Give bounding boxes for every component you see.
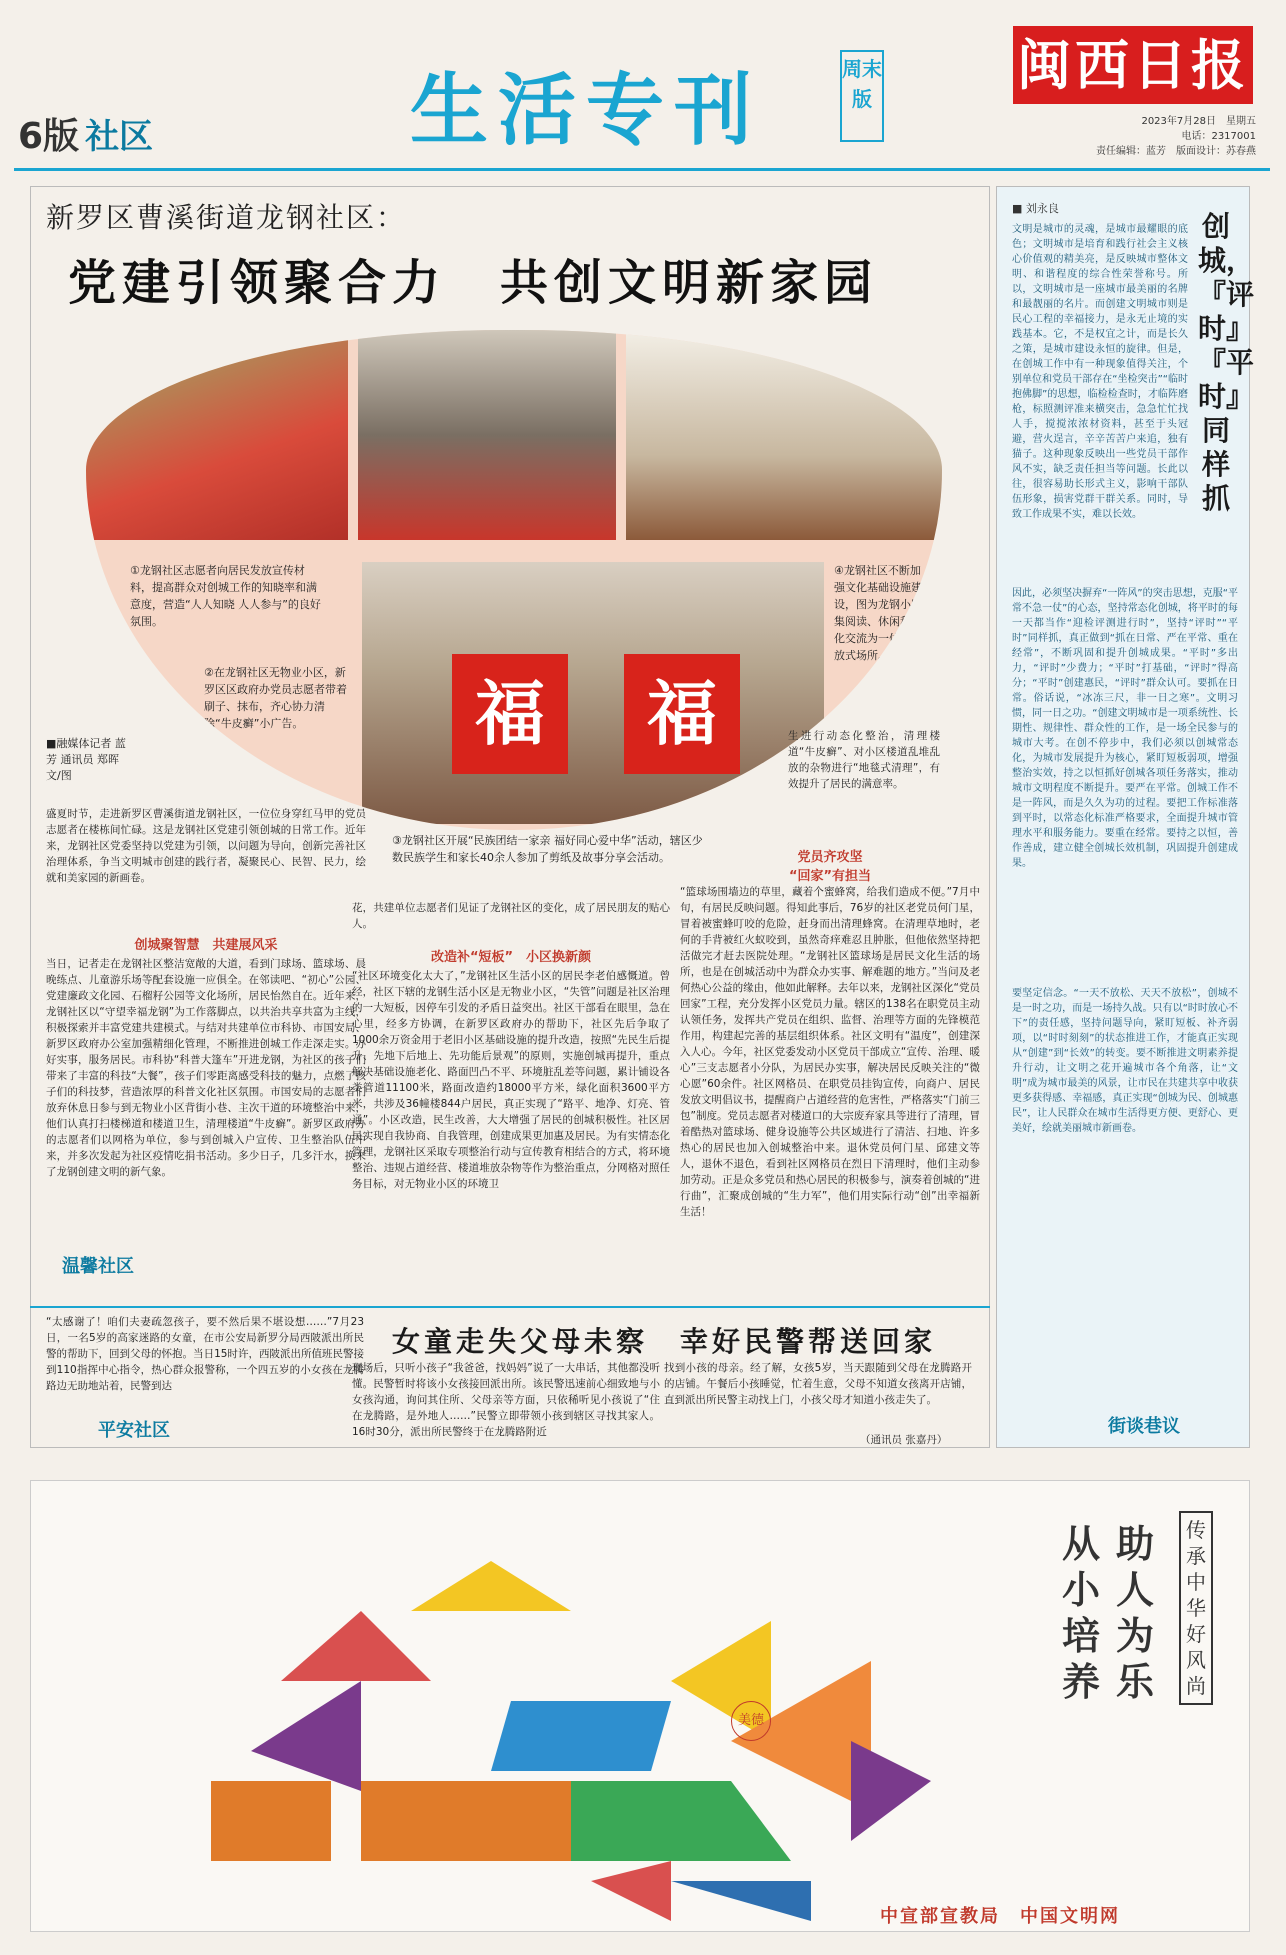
article-headline: 党建引领聚合力 共创文明新家园	[68, 255, 879, 311]
photo-cleaning	[358, 330, 616, 540]
article-lead: 盛夏时节，走进新罗区曹溪街道龙钢社区，一位位身穿红马甲的党员志愿者在楼栋间忙碌。这是龙钢社区党建引领创城的日常工作。近年来，龙钢社区党委坚持以党建为引领，以问题为导向，创新完善社区治理体系，争当文明城市创建的践行者，凝聚民心、民智、民力，绘就和美家园的新画卷。	[46, 808, 366, 884]
commentary-body-2: 因此，必须坚决摒弃“一阵风”的突击思想，克服“平常不急一仗”的心态，坚持常态化创城，将平时的每一天都当作“迎检评测进行时”，坚持“评时”“平时”同样抓，真正做到“抓在日常、严在平常、重在经常”，不断巩固和提升创城成果。“平时”多出力，“评时”少费力；“平时”打基础，“评时”得高分；“平时”创建惠民，“评时”群众认可。要抓在日常。俗话说，“冰冻三尺，非一日之寒”。文明习惯，同一日之功。“创建文明城市是一项系统性、长期性、规律性、群众性的工作，是一场全民参与的城市大考。在创不停步中，我们必须以创城常态化，为城市发展提升为核心，紧盯短板弱项，增强整治实效，持之以恒抓好创城各项任务落实，推动城市文明程度不断提升。要严在平常。创城工作不是一阵风，而是久久为功的过程。要把工作标准落到平时，以常态化标准严格要求，全面提升城市管理水平和服务能力。要重在经常。要持之以恒，善作善成，建立健全创城长效机制，巩固提升创建成果。	[1012, 588, 1238, 869]
column-1: 当日，记者走在龙钢社区整洁宽敞的大道，看到门球场、篮球场、晨晚练点、儿童游乐场等配套设施一应俱全。在邻读吧、“初心”公园、党建廉政文化园、石榴籽公园等文化场所，居民怡然自在。近年来，龙钢社区以“守望幸福龙钢”为工作落脚点，以共治共享共富为主线，积极探索并丰富党建共建模式。与结对共建单位市科协、市国安局、新罗区政府办公室加强精细化管理，不断推进创城工作走深走实。办好实事，服务居民。市科协“科普大篷车”开进龙钢，为社区的孩子们带来了丰富的科技“大餐”，孩子们零距离感受科技的魅力，点燃了孩子们的科技梦，营造浓厚的科普文化社区氛围。市国安局的志愿者们放弃休息日参与到无物业小区背街小巷、主次干道的环境整治中来，他们认真打扫楼梯道和楼道卫生，清理楼道“牛皮癣”。新罗区政府办的志愿者们以网格为单位，参与到创城入户宣传、卫生整治队伍中来，并多次发起为社区疫情吃捐书活动。多少日子，几多汗水，换来了龙钢创建文明的新气象。	[46, 958, 366, 1178]
photo-paper-cutting	[362, 562, 824, 824]
column-3-intro: 生进行动态化整治，清理楼道“牛皮癣”、对小区楼道乱堆乱放的杂物进行“地毯式清理”，有效提升了居民的满意率。	[788, 730, 940, 790]
issue-date: 2023年7月28日 星期五	[1141, 116, 1256, 127]
caption-3: ③龙钢社区开展“民族团结一家亲 福好同心爱中华”活动，辖区少数民族学生和家长40余人参加了剪纸及故事分享会活动。	[392, 834, 703, 864]
story2-column-2: 现场后，只听小孩子“我爸爸，找妈妈”说了一大串话，其他都没听懂。民警暂时将该小女孩接回派出所。该民警迅速前心细致地与小女孩沟通，询问其住所、父母亲等方面，只依稀听见小孩说了“住在龙腾路，是外地人……”民警立即带领小孩到辖区寻找其家人。16时30分，派出所民警终于在龙腾路附近	[352, 1362, 660, 1438]
subhead-3: 党员齐攻坚 “回家”有担当	[788, 850, 872, 884]
safe-community-tag: 平安社区	[98, 1420, 170, 1441]
photo-reading-room	[626, 330, 942, 540]
ad-slogan-2: 从小培养	[1061, 1521, 1100, 1704]
commentary-body-3: 要坚定信念。“一天不放松、天天不放松”，创城不是一时之功，而是一场持久战。只有以“时时放心不下”的责任感，坚持问题导向，紧盯短板、补齐弱项，以“时时刻刻”的状态推进工作，才能真正实现从“创建”到“长效”的转变。要不断推进文明素养提升行动，让文明之花开遍城市各个角落，让“文明”成为城市最美的风景，让市民在共建共享中收获更多获得感、幸福感，真正实现“创城为民、创城惠民”，让人民群众在城市生活得更方便、更舒心、更美好，绘就美丽城市新画卷。	[1012, 988, 1238, 1134]
newspaper-logo: 闽西日报	[1013, 26, 1253, 104]
commentary-body-1: 文明是城市的灵魂，是城市最耀眼的底色；文明城市是培育和践行社会主义核心价值观的精美亮，是反映城市整体文明、和谐程度的综合性荣誉称号。所以，文明城市是一座城市最美丽的名牌和最靓丽的名片。而创建文明城市则是民心工程的幸福接力，是永无止境的实践基本。它，不是权宜之计，而是长久之策，是城市建设永恒的旋律。但是，在创城工作中有一种现象值得关注，个别单位和党员干部存在“坐检突击”“临时抱佛脚”的思想，临检检查时，才临阵磨枪，标照测评准来横突击，急急忙忙找人手，搅搅浓浓材资料，甚至于头冠避，营火逞言，辛辛苦苦户来追，独有猫子。这种现象反映出一些党员干部作风不实，缺乏责任担当等问题。长此以往，很容易助长形式主义，影响干部队伍形象，损害党群干群关系。同时，导致工作成果不实，难以长效。	[1012, 224, 1188, 520]
ad-seal: 美德	[731, 1701, 771, 1741]
column-2-intro: 花，共建单位志愿者们见证了龙钢社区的变化，成了居民朋友的贴心人。	[352, 902, 670, 930]
section-name: 社区	[85, 117, 154, 157]
editors-credit: 责任编辑：蓝芳 版面设计：苏春燕	[1096, 146, 1256, 157]
edition-badge: 周末版	[840, 50, 884, 142]
ad-tag: 传承中华好风尚	[1179, 1511, 1213, 1705]
street-talk-tag: 街谈巷议	[1108, 1416, 1180, 1437]
section-divider	[30, 1306, 990, 1308]
ad-slogan-1: 助人为乐	[1115, 1521, 1154, 1704]
public-service-ad	[30, 1480, 1250, 1932]
article-byline: ■融媒体记者 蓝芳 通讯员 郑晖 文/图	[46, 737, 126, 782]
caption-1: ①龙钢社区志愿者向居民发放宣传材料，提高群众对创城工作的知晓率和满意度，营造“人人知晓 人人参与”的良好氛围。	[130, 564, 321, 628]
caption-4: ④龙钢社区不断加强文化基础设施建设，图为龙钢小区集阅读、休闲和文化交流为一体的开放式场所。	[834, 564, 922, 662]
masthead-title: 生活专刊	[410, 65, 763, 156]
story2-column-1: “太感谢了！咱们夫妻疏忽孩子，要不然后果不堪设想……”7月23日，一名5岁的高家迷路的女童，在市公安局新罗分局西陂派出所民警的帮助下，回到父母的怀抱。当日15时许，西陂派出所值班民警接到110指挥中心指令，热心群众报警称，一个四五岁的小女孩在龙腾路边无助地站着，民警到达	[46, 1316, 364, 1392]
warm-community-tag: 温馨社区	[62, 1256, 134, 1277]
phone: 电话：2317001	[1181, 131, 1256, 142]
article-kicker: 新罗区曹溪街道龙钢社区：	[46, 201, 407, 234]
column-2: “社区环境变化太大了，”龙钢社区生活小区的居民李老伯感慨道。曾经，社区下辖的龙钢生活小区是无物业小区，“失管”问题是社区治理的一大短板，因停车引发的矛盾日益突出。社区干部看在眼里，急在心里，经多方协调，在新罗区政府办的帮助下，社区先后争取了1000余万资金用于老旧小区基础设施的提升改造，按照“先民生后提升、先地下后地上、先功能后景观”的原则，实施创城再提升，重点解决基础设施老化、路面凹凸不平、环境脏乱差等问题，累计铺设各类管道11100米，路面改造约18000平方米，绿化面积3600平方米，共涉及36幢楼844户居民，真正实现了“路平、地净、灯亮、管通”。小区改造，民生改善，大大增强了居民的创城积极性。社区居民实现自我协商、自我管理，创建成果更加惠及居民。为有实情态化管理，龙钢社区采取专项整治行动与宣传教育相结合的方式，将环境整治、违规占道经营、楼道堆放杂物等作为整治重点，分网格对照任务目标，对无物业小区的环境卫	[352, 970, 670, 1190]
header-rule	[14, 168, 1270, 171]
caption-2: ②在龙钢社区无物业小区，新罗区区政府办党员志愿者带着刷子、抹布，齐心协力清除“牛皮癣”小广告。	[204, 666, 347, 730]
paper-cut-fu-right: 福	[624, 654, 740, 774]
subhead-1: 创城聚智慧 共建展风采	[134, 938, 278, 953]
commentary-author: ■ 刘永良	[1012, 202, 1059, 215]
column-3: “篮球场围墙边的草里，藏着个蜜蜂窝，给我们造成不便。”7月中旬，有居民反映问题。得知此事后，76岁的社区老党员何门星，冒着被蜜蜂叮咬的危险，赶身而出清理蜂窝。在清理草地时，老何的手背被红火蚁咬到，虽然奇痒难忍且肿胀，但他依然坚持把活做完才赶去医院处理。“龙钢社区篮球场是居民文化生活的场所，也是在创城活动中为群众办实事、解难题的地方。”当问及老何热心公益的缘由，他如此解释。去年以来，龙钢社区深化“党员回家”工程，充分发挥小区党员力量。辖区的138名在职党员主动认领任务，发挥共产党员在组织、监督、治理等方面的先锋模范作用，构建起完善的基层组织体系。社区文明有“温度”，创建深入人心。今年，社区党委发动小区党员干部成立“宣传、治理、暖心”三支志愿者小分队，为居民办实事，解决居民反映关注的“微心愿”60余件。社区网格员、在职党员挂钩宣传，向商户、居民发放文明倡议书，提醒商户占道经营的危害性，严格落实“门前三包”制度。党员志愿者对楼道口的大宗废弃家具等进行了清理，冒着酷热对篮球场、健身设施等公共区域进行了清洁、扫地、许多热心的居民也加入创城整治中来。退休党员何门星、邱建文等人，退休不退色，看到社区网格员在烈日下清理时，他们主动参加劳动。正是众多党员和热心居民的积极参与，演奏着创城的“进行曲”，汇聚成创城的“生力军”，他们用实际行动“创”出幸福新生活！	[680, 886, 980, 1218]
paper-cut-fu-left: 福	[452, 654, 568, 774]
photo-volunteers	[86, 330, 348, 540]
story2-byline: （通讯员 张嘉丹）	[860, 1434, 948, 1446]
story2-headline: 女童走失父母未察 幸好民警帮送回家	[392, 1325, 937, 1358]
subhead-2: 改造补“短板” 小区换新颜	[430, 950, 592, 965]
ad-sponsors: 中宣部宣教局 中国文明网	[880, 1906, 1120, 1927]
page-number: 6版 社区	[18, 116, 154, 157]
story2-column-3: 找到小孩的母亲。经了解，女孩5岁，当天跟随到父母在龙腾路开的店铺。午餐后小孩睡觉，忙着生意，父母不知道女孩离开店铺，直到派出所民警主动找上门，小孩父母才知道小孩走失了。	[664, 1362, 972, 1406]
commentary-title: 创城，『评时』『平时』同样抓	[1198, 210, 1255, 515]
